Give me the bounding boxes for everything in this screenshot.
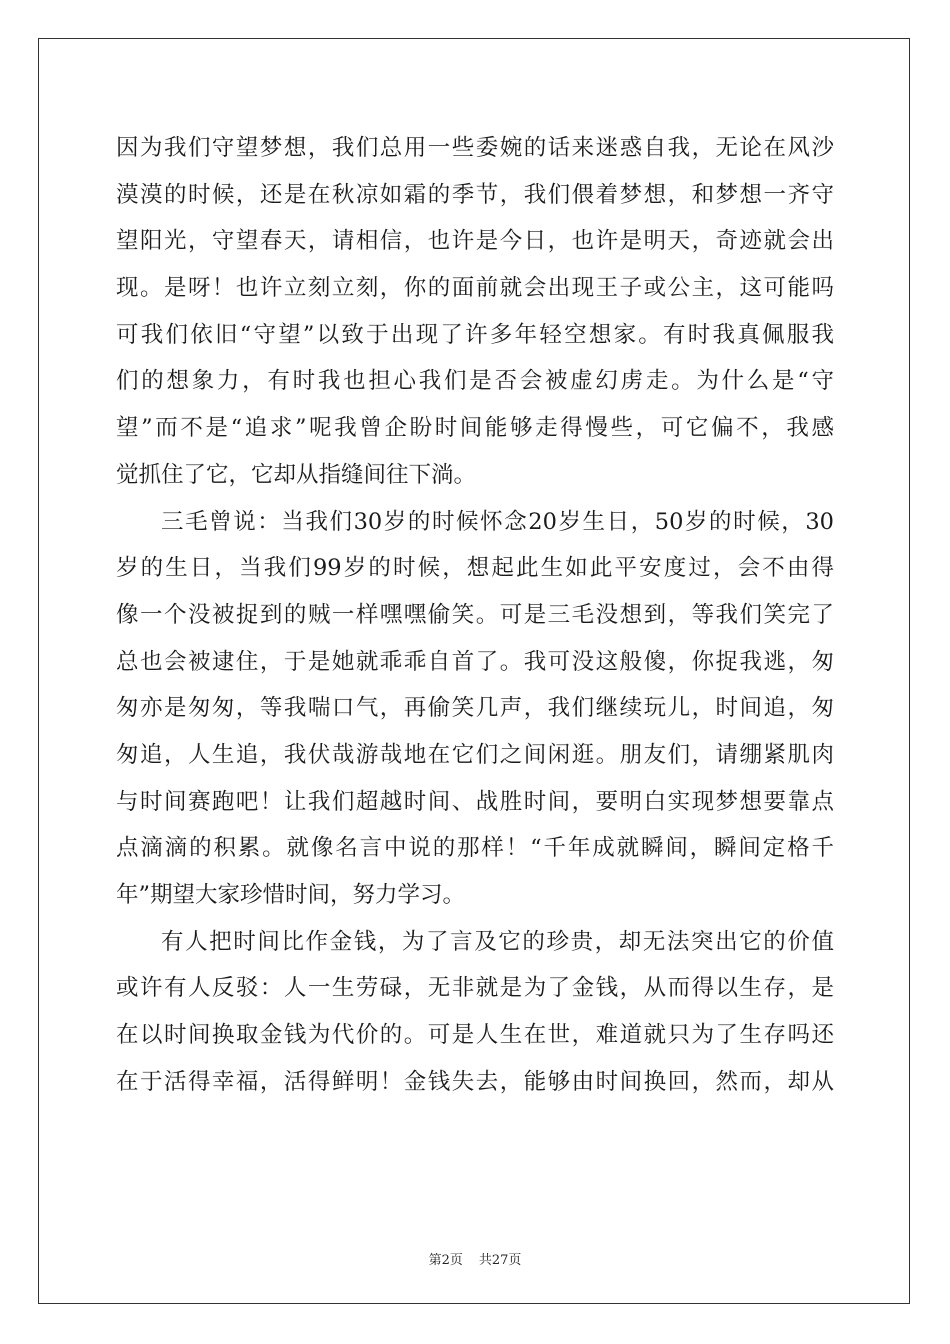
text-line: 望”而不是“追求”呢我曾企盼时间能够走得慢些，可它偏不，我感 [116, 415, 834, 442]
text-line: 现。是呀！也许立刻立刻，你的面前就会出现王子或公主，这可能吗 [116, 275, 834, 302]
text-line: 们的想象力，有时我也担心我们是否会被虚幻虏走。为什么是“守 [116, 368, 834, 395]
paragraph [116, 919, 834, 1106]
text-line: 总也会被逮住，于是她就乖乖自首了。我可没这般傻，你捉我逃，匆 [116, 648, 834, 675]
page-footer [0, 1249, 950, 1268]
text-line: 像一个没被捉到的贼一样嘿嘿偷笑。可是三毛没想到，等我们笑完了 [116, 601, 834, 628]
text-line: 觉抓住了它，它却从指缝间往下淌。 [116, 461, 477, 488]
paragraph [116, 499, 834, 919]
text-line: 点滴滴的积累。就像名言中说的那样！“千年成就瞬间，瞬间定格千 [116, 835, 834, 862]
text-line: 在于活得幸福，活得鲜明！金钱失去，能够由时间换回，然而，却从 [116, 1068, 834, 1095]
text-line: 望阳光，守望春天，请相信，也许是今日，也许是明天，奇迹就会出 [116, 228, 834, 255]
text-line: 年”期望大家珍惜时间，努力学习。 [116, 882, 466, 908]
page-total: 共27页 [478, 1253, 522, 1268]
text-line: 因为我们守望梦想，我们总用一些委婉的话来迷惑自我，无论在风沙 [116, 135, 834, 161]
text-line: 三毛曾说：当我们30岁的时候怀念20岁生日，50岁的时候，30 [161, 508, 834, 535]
text-line: 岁的生日，当我们99岁的时候，想起此生如此平安度过，会不由得 [116, 555, 834, 582]
text-line: 在以时间换取金钱为代价的。可是人生在世，难道就只为了生存吗还 [116, 1022, 834, 1049]
page-number: 第2页 [428, 1253, 463, 1268]
text-line: 漠漠的时候，还是在秋凉如霜的季节，我们偎着梦想，和梦想一齐守 [116, 181, 834, 208]
text-line: 与时间赛跑吧！让我们超越时间、战胜时间，要明白实现梦想要靠点 [116, 788, 834, 815]
document-body [116, 125, 834, 1105]
text-line: 或许有人反驳：人一生劳碌，无非就是为了金钱，从而得以生存，是 [116, 975, 834, 1002]
text-line: 可我们依旧“守望”以致于出现了许多年轻空想家。有时我真佩服我 [116, 321, 834, 348]
paragraph [116, 125, 834, 499]
text-line: 匆追，人生追，我伏哉游哉地在它们之间闲逛。朋友们，请绷紧肌肉 [116, 741, 834, 768]
text-line: 匆亦是匆匆，等我喘口气，再偷笑几声，我们继续玩儿，时间追，匆 [116, 695, 834, 722]
text-line: 有人把时间比作金钱，为了言及它的珍贵，却无法突出它的价值 [161, 928, 834, 955]
